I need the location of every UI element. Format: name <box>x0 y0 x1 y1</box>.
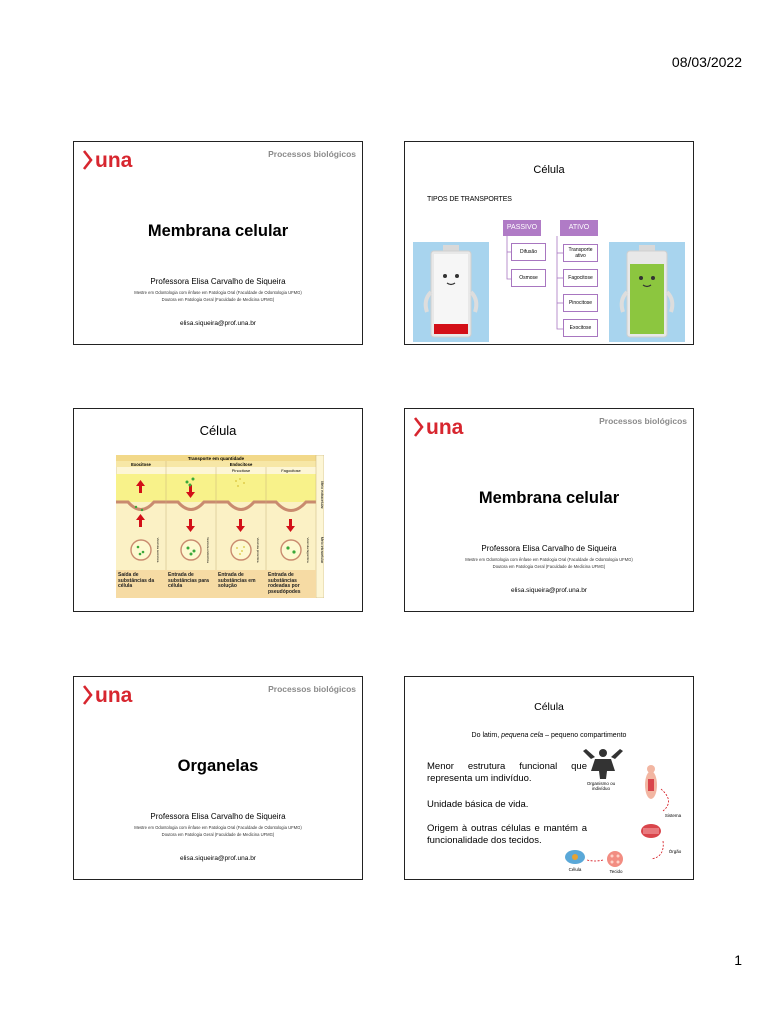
credential-2: Doutora em Patologia Geral (Faculdade de Medicina UFMG) <box>492 564 606 569</box>
caption-1: Saída de substâncias da célula <box>118 572 155 590</box>
transport-types-heading: TIPOS DE TRANSPORTES <box>427 196 512 203</box>
logo-text: una <box>426 416 464 439</box>
latin-origin: Do latim, pequena cela – pequeno compartimento <box>471 732 627 739</box>
professor-name: Professora Elisa Carvalho de Siqueira <box>150 812 286 821</box>
vesicle-label-4: Vesícula fagocítica <box>306 537 310 563</box>
biological-organization-figure <box>555 745 691 879</box>
slide-celula-definicao <box>404 676 694 880</box>
paragraph-origin: Origem à outras células e mantém a funcionalidade dos tecidos. <box>427 823 587 846</box>
slide-title: Organelas <box>177 757 259 775</box>
caption-2: Entrada de substâncias para célula <box>168 572 209 590</box>
slide-title: Membrana celular <box>147 222 289 240</box>
label-cell: Célula <box>568 867 582 872</box>
slide-heading: Célula <box>533 164 565 176</box>
transport-tree-connectors <box>405 142 694 345</box>
label-tissue: Tecido <box>609 869 623 874</box>
label-system: Sistema <box>664 813 682 818</box>
label-organ: Órgão <box>668 849 682 854</box>
una-logo <box>82 148 164 172</box>
active-label: ATIVO <box>560 220 598 236</box>
active-item-exocitose: Exocitose <box>563 319 598 337</box>
paragraph-basic-unit: Unidade básica de vida. <box>427 799 529 810</box>
passive-item-difusao: Difusão <box>511 243 546 261</box>
side-label-extracellular: Meio extracelular <box>320 481 324 509</box>
caption-3: Entrada de substâncias em solução <box>218 572 256 590</box>
column-endocitose: Endocitose <box>229 462 253 467</box>
active-item-fagocitose: Fagocitose <box>563 269 598 287</box>
vesicle-label-2: Vesícula endocítica <box>206 537 210 563</box>
course-name: Processos biológicos <box>268 684 356 694</box>
slide-membrana-celular-2 <box>404 408 694 612</box>
vesicle-label-3: Vesícula pinocítica <box>256 537 260 563</box>
subcolumn-fagocitose: Fagocitose <box>281 468 301 473</box>
slide-membrana-celular-1 <box>73 141 363 345</box>
side-label-intracellular: Meio intracelular <box>320 536 324 564</box>
vesicle-label-1: Vesícula secretora <box>156 537 160 563</box>
course-name: Processos biológicos <box>268 149 356 159</box>
slide-organelas <box>73 676 363 880</box>
credential-2: Doutora em Patologia Geral (Faculdade de Medicina UFMG) <box>161 832 275 837</box>
slide-heading: Célula <box>534 701 564 713</box>
figure-title: Transporte em quantidade <box>187 456 245 461</box>
slide-tipos-transportes <box>404 141 694 345</box>
header-date: 08/03/2022 <box>671 54 742 70</box>
slide-title: Membrana celular <box>478 489 620 507</box>
figure-captions <box>116 571 324 599</box>
active-item-transporte-ativo: Transporte ativo <box>563 244 598 262</box>
label-organism: Organismo ou indivíduo <box>586 781 616 791</box>
page-number: 1 <box>734 952 742 968</box>
email: elisa.siqueira@prof.una.br <box>511 587 587 594</box>
credential-1: Mestre em Odontologia com ênfase em Patologia Oral (Faculdade de Odontologia UFMG) <box>134 290 302 295</box>
una-logo <box>82 683 164 707</box>
caption-4: Entrada de substâncias rodeadas por pseudópodes <box>268 572 301 595</box>
email: elisa.siqueira@prof.una.br <box>180 320 256 327</box>
professor-name: Professora Elisa Carvalho de Siqueira <box>481 544 617 553</box>
logo-text: una <box>95 684 133 707</box>
logo-text: una <box>95 149 133 172</box>
active-item-pinocitose: Pinocitose <box>563 294 598 312</box>
slide-transporte-em-quantidade <box>73 408 363 612</box>
passive-label: PASSIVO <box>503 220 541 236</box>
credential-1: Mestre em Odontologia com ênfase em Patologia Oral (Faculdade de Odontologia UFMG) <box>465 557 633 562</box>
passive-item-osmose: Osmose <box>511 269 546 287</box>
credential-1: Mestre em Odontologia com ênfase em Patologia Oral (Faculdade de Odontologia UFMG) <box>134 825 302 830</box>
slide-heading: Célula <box>199 423 237 438</box>
professor-name: Professora Elisa Carvalho de Siqueira <box>150 277 286 286</box>
una-logo <box>413 415 495 439</box>
subcolumn-pinocitose: Pinocitose <box>231 468 251 473</box>
credential-2: Doutora em Patologia Geral (Faculdade de Medicina UFMG) <box>161 297 275 302</box>
column-exocitose: Exocitose <box>131 462 151 467</box>
course-name: Processos biológicos <box>599 416 687 426</box>
paragraph-definition: Menor estrutura funcional que representa um indivíduo. <box>427 761 587 784</box>
email: elisa.siqueira@prof.una.br <box>180 855 256 862</box>
